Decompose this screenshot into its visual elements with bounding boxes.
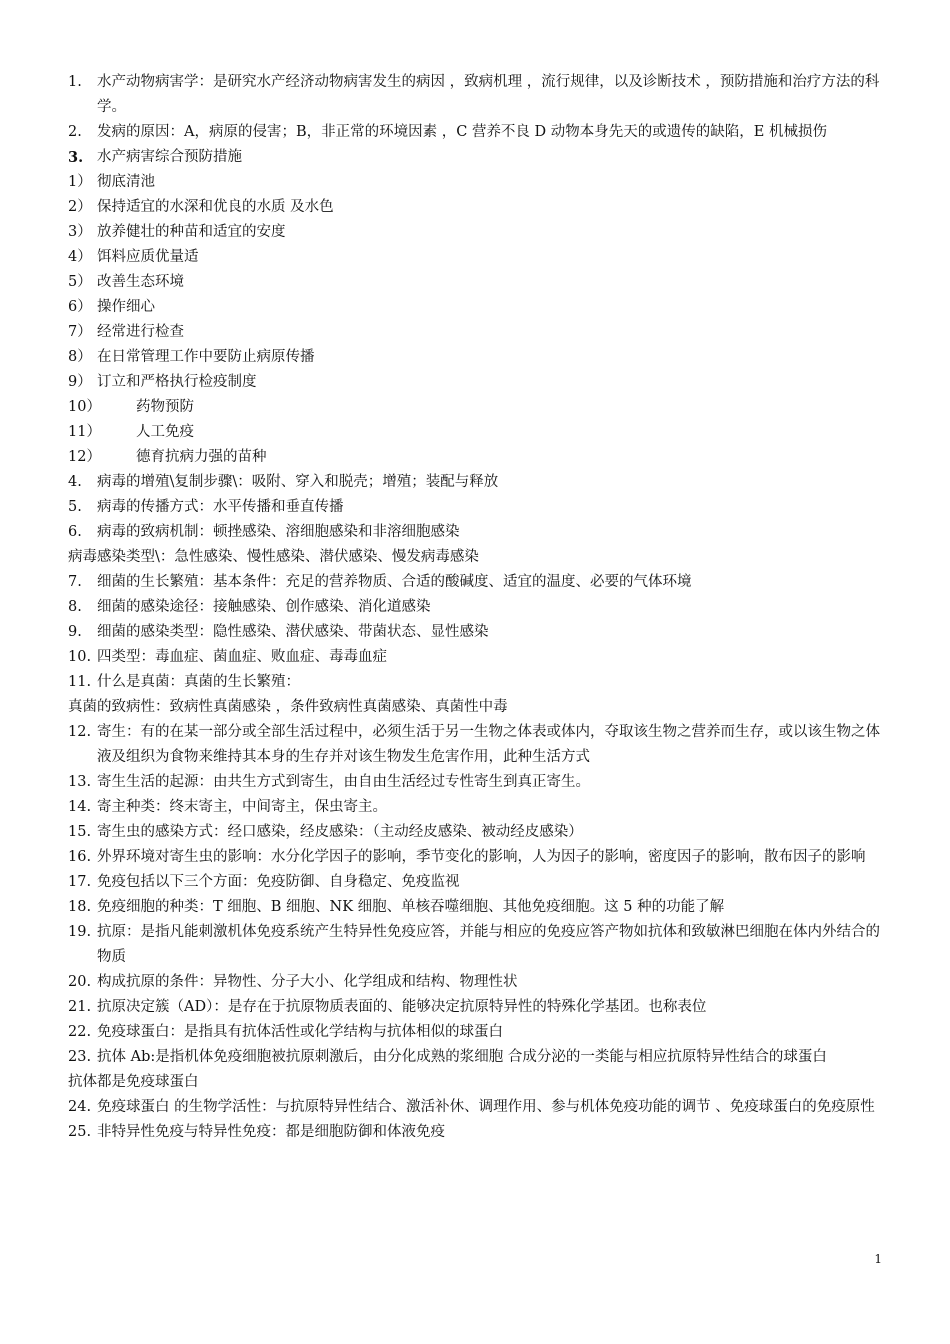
- list-item-text: 水产病害综合预防措施: [97, 149, 242, 165]
- list-item-text: 发病的原因：A，病原的侵害；B，非正常的环境因素 ，C 营养不良 D 动物本身先天的或遗传的缺陷，E 机械损伤: [97, 124, 827, 140]
- list-item: [68, 520, 884, 545]
- paragraph: [68, 695, 884, 720]
- list-item-number: 20.: [68, 974, 92, 990]
- list-item-number: 14.: [68, 799, 92, 815]
- list-item: [68, 195, 884, 220]
- list-item-number: 4.: [68, 474, 82, 490]
- list-item-number: 11）: [68, 424, 101, 440]
- list-item-text: 抗原：是指凡能刺激机体免疫系统产生特异性免疫应答，并能与相应的免疫应答产物如抗体和致敏淋巴细胞在体内外结合的物质: [97, 924, 880, 965]
- list-item: [68, 245, 884, 270]
- list-item: [68, 1020, 884, 1045]
- list-item: [68, 1095, 884, 1120]
- list-item-text: 什么是真菌：真菌的生长繁殖：: [97, 674, 300, 690]
- list-item-number: 2.: [68, 124, 82, 140]
- list-item-text: 免疫包括以下三个方面：免疫防御、自身稳定、免疫监视: [97, 874, 460, 890]
- list-item-text: 放养健壮的种苗和适宜的安度: [97, 224, 286, 240]
- list-item: [68, 570, 884, 595]
- list-item-number: 5.: [68, 499, 82, 515]
- list-item-number: 21.: [68, 999, 92, 1015]
- list-item-number: 3.: [68, 149, 84, 166]
- list-item-text: 寄生虫的感染方式：经口感染，经皮感染：（主动经皮感染、被动经皮感染）: [97, 824, 583, 840]
- list-item-text: 外界环境对寄生虫的影响：水分化学因子的影响，季节变化的影响，人为因子的影响，密度因子的影响，散布因子的影响: [97, 849, 866, 865]
- list-item: [68, 970, 884, 995]
- list-item-text: 真菌的致病性：致病性真菌感染 ，条件致病性真菌感染、真菌性中毒: [68, 699, 508, 715]
- list-item: [68, 395, 884, 420]
- list-item-number: 22.: [68, 1024, 92, 1040]
- paragraph: [68, 545, 884, 570]
- list-item: [68, 345, 884, 370]
- list-item-text: 免疫球蛋白：是指具有抗体活性或化学结构与抗体相似的球蛋白: [97, 1024, 503, 1040]
- list-item-number: 2）: [68, 199, 92, 215]
- page-number: 1: [874, 1252, 882, 1266]
- list-item-number: 23.: [68, 1049, 92, 1065]
- list-item: [68, 595, 884, 620]
- list-item-number: 24.: [68, 1099, 92, 1115]
- list-item-number: 12.: [68, 724, 92, 740]
- list-item: [68, 870, 884, 895]
- list-item: [68, 370, 884, 395]
- list-item-text: 细菌的感染途径：接触感染、创作感染、消化道感染: [97, 599, 431, 615]
- list-item-text: 经常进行检查: [97, 324, 184, 340]
- list-item-number: 10）: [68, 399, 101, 415]
- list-item-text: 非特异性免疫与特异性免疫：都是细胞防御和体液免疫: [97, 1124, 445, 1140]
- list-item: [68, 320, 884, 345]
- document-page: [68, 70, 884, 1145]
- list-item: [68, 820, 884, 845]
- list-item-number: 16.: [68, 849, 92, 865]
- list-item-text: 药物预防: [136, 399, 194, 415]
- list-item-text: 抗原决定簇（AD）：是存在于抗原物质表面的、能够决定抗原特异性的特殊化学基团。也称表位: [97, 999, 707, 1015]
- list-item-text: 饵料应质优量适: [97, 249, 199, 265]
- list-item-text: 寄生：有的在某一部分或全部生活过程中，必须生活于另一生物之体表或体内，夺取该生物之营养而生存，或以该生物之体液及组织为食物来维持其本身的生存并对该生物发生危害作用，此种生活方式: [97, 724, 880, 765]
- list-item-text: 抗体都是免疫球蛋白: [68, 1074, 199, 1090]
- list-item: [68, 120, 884, 145]
- list-item-number: 17.: [68, 874, 92, 890]
- list-item-number: 4）: [68, 249, 92, 265]
- list-item-text: 抗体 Ab:是指机体免疫细胞被抗原刺激后，由分化成熟的浆细胞 合成分泌的一类能与相应抗原特异性结合的球蛋白: [97, 1049, 827, 1065]
- list-item: [68, 270, 884, 295]
- list-item-number: 9.: [68, 624, 82, 640]
- list-item-text: 免疫球蛋白 的生物学活性：与抗原特异性结合、激活补休、调理作用、参与机体免疫功能的调节 、免疫球蛋白的免疫原性: [97, 1099, 875, 1115]
- list-item: [68, 170, 884, 195]
- list-item-text: 细菌的感染类型：隐性感染、潜伏感染、带菌状态、显性感染: [97, 624, 489, 640]
- list-item-text: 病毒的增殖\复制步骤\：吸附、穿入和脱壳；增殖；装配与释放: [97, 474, 499, 490]
- list-item-number: 1.: [68, 74, 82, 90]
- list-item: [68, 220, 884, 245]
- list-item-text: 寄主种类：终末寄主，中间寄主，保虫寄主。: [97, 799, 387, 815]
- list-item: [68, 470, 884, 495]
- list-item-number: 8）: [68, 349, 92, 365]
- list-item-number: 6.: [68, 524, 82, 540]
- list-item-text: 细菌的生长繁殖：基本条件：充足的营养物质、合适的酸碱度、适宜的温度、必要的气体环境: [97, 574, 692, 590]
- list-item-text: 改善生态环境: [97, 274, 184, 290]
- list-item: [68, 770, 884, 795]
- list-item-text: 四类型：毒血症、菌血症、败血症、毒毒血症: [97, 649, 387, 665]
- list-item: [68, 620, 884, 645]
- list-item: [68, 845, 884, 870]
- list-item-number: 9）: [68, 374, 92, 390]
- list-item-number: 18.: [68, 899, 92, 915]
- list-item: [68, 445, 884, 470]
- list-item-number: 1）: [68, 174, 92, 190]
- list-item: [68, 995, 884, 1020]
- list-item-number: 7）: [68, 324, 92, 340]
- list-item-text: 德育抗病力强的苗种: [136, 449, 267, 465]
- list-item: [68, 895, 884, 920]
- list-item: [68, 495, 884, 520]
- list-item: [68, 920, 884, 970]
- list-item: [68, 145, 884, 170]
- list-item-number: 19.: [68, 924, 92, 940]
- list-item-number: 6）: [68, 299, 92, 315]
- list-item-text: 寄生生活的起源：由共生方式到寄生，由自由生活经过专性寄生到真正寄生。: [97, 774, 590, 790]
- list-item: [68, 70, 884, 120]
- list-item-number: 3）: [68, 224, 92, 240]
- list-item: [68, 1120, 884, 1145]
- list-item-number: 13.: [68, 774, 92, 790]
- list-item: [68, 1045, 884, 1070]
- list-item: [68, 720, 884, 770]
- list-item: [68, 645, 884, 670]
- list-item-text: 病毒的传播方式：水平传播和垂直传播: [97, 499, 344, 515]
- list-item: [68, 420, 884, 445]
- list-item-number: 10.: [68, 649, 92, 665]
- list-item-text: 病毒感染类型\：急性感染、慢性感染、潜伏感染、慢发病毒感染: [68, 549, 479, 565]
- list-item-text: 水产动物病害学：是研究水产经济动物病害发生的病因 ，致病机理 ，流行规律，以及诊断技术 ，预防措施和治疗方法的科学。: [97, 74, 880, 115]
- list-item-text: 订立和严格执行检疫制度: [97, 374, 257, 390]
- paragraph: [68, 1070, 884, 1095]
- list-item-text: 病毒的致病机制：顿挫感染、溶细胞感染和非溶细胞感染: [97, 524, 460, 540]
- list-item-number: 8.: [68, 599, 82, 615]
- list-item-text: 彻底清池: [97, 174, 155, 190]
- list-item-number: 25.: [68, 1124, 92, 1140]
- list-item: [68, 795, 884, 820]
- list-item-number: 12）: [68, 449, 101, 465]
- list-item-text: 构成抗原的条件：异物性、分子大小、化学组成和结构、物理性状: [97, 974, 518, 990]
- list-item-number: 15.: [68, 824, 92, 840]
- list-item-text: 在日常管理工作中要防止病原传播: [97, 349, 315, 365]
- list-item-number: 5）: [68, 274, 92, 290]
- list-item-number: 11.: [68, 674, 92, 690]
- list-item-text: 免疫细胞的种类：T 细胞、B 细胞、NK 细胞、单核吞噬细胞、其他免疫细胞。这 5 种的功能了解: [97, 899, 725, 915]
- list-item-text: 操作细心: [97, 299, 155, 315]
- list-item-text: 保持适宜的水深和优良的水质 及水色: [97, 199, 334, 215]
- list-item-number: 7.: [68, 574, 82, 590]
- list-item-text: 人工免疫: [136, 424, 194, 440]
- list-item: [68, 295, 884, 320]
- list-item: [68, 670, 884, 695]
